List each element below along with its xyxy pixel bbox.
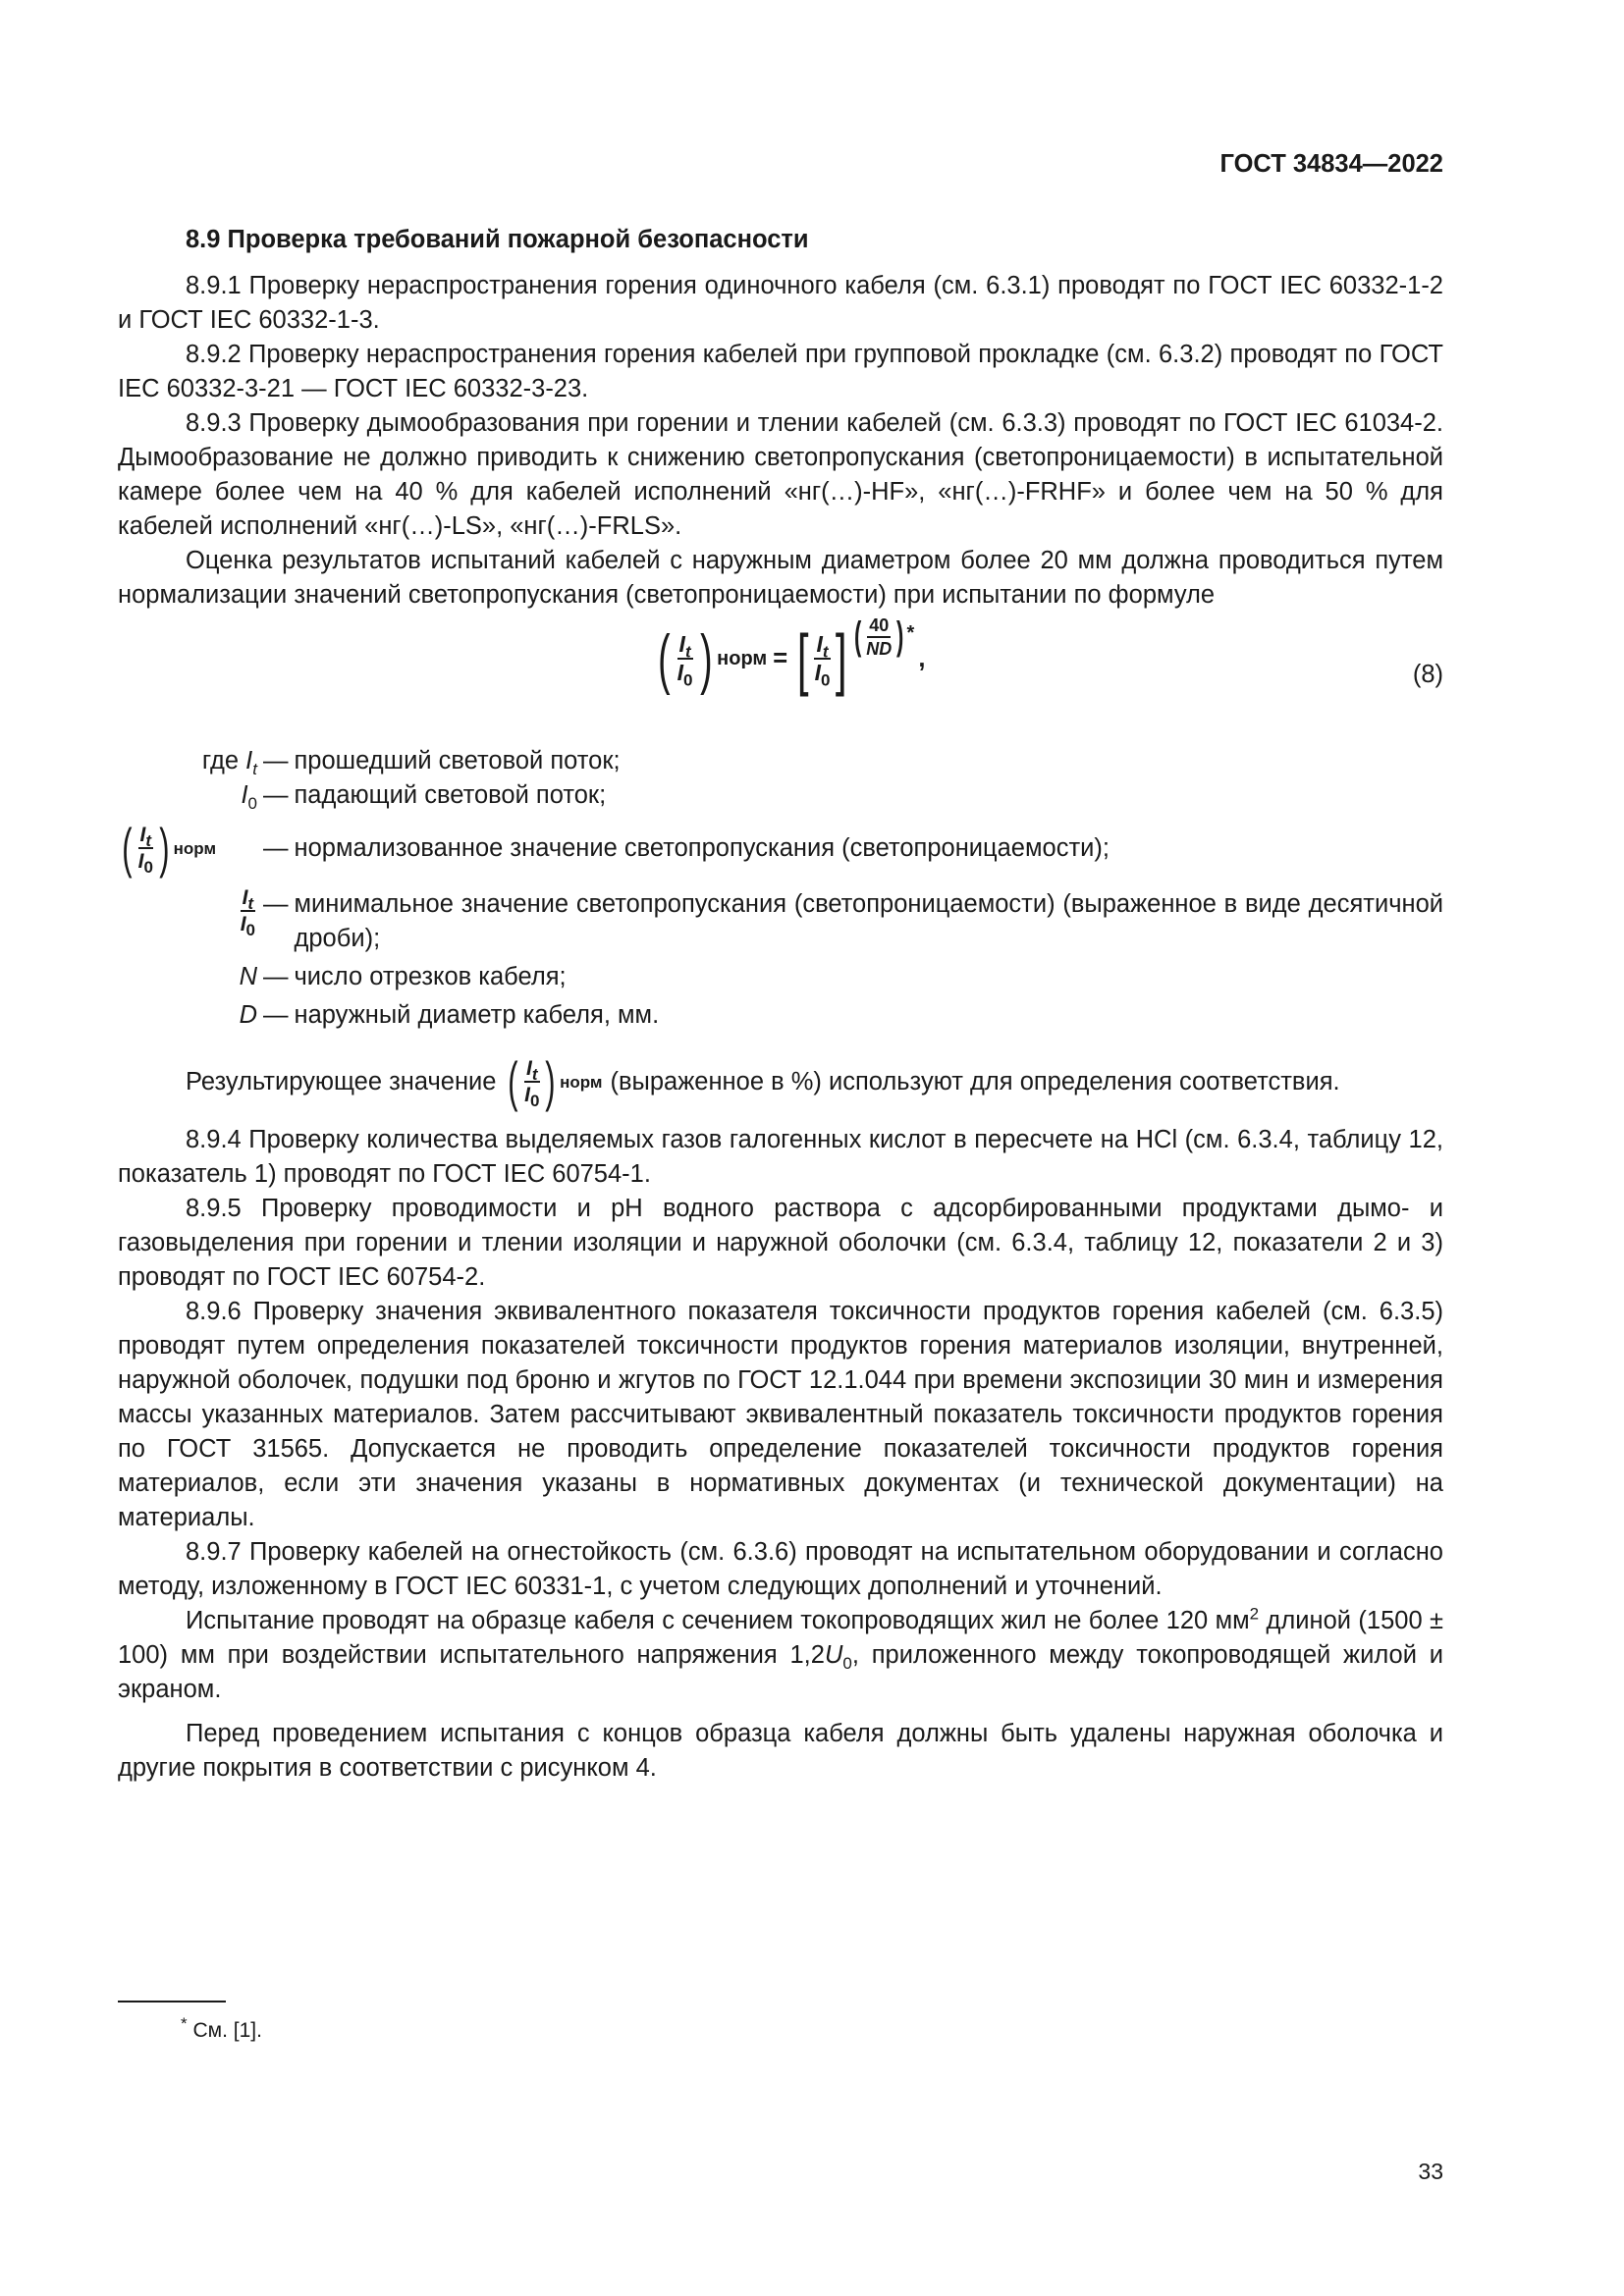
paragraph-8-9-7: 8.9.7 Проверку кабелей на огнестойкость (см. 6.3.6) проводят на испытательном оборудовании и согласно методу, изложенному в ГОСТ IEC 60331-1, с учетом следующих дополнений и уточнений. xyxy=(118,1538,1443,1600)
paragraph-8-9-6: 8.9.6 Проверку значения эквивалентного показателя токсичности продуктов горения кабелей (см. 6.3.5) проводят путем определения показателей токсичности продуктов горения материалов изоляции, внутренней, наружной оболочек, подушки под броню и жгутов по ГОСТ 12.1.044 при времени экспозиции 30 мин и измерения массы указанных материалов. Затем рассчитывают эквивалентный показатель токсичности продуктов горения по ГОСТ 31565. Допускается не проводить определение показателей токсичности продуктов горения материалов, если эти значения указаны в нормативных документах (и технической документации) на материалы. xyxy=(118,1298,1443,1531)
formula-expression: ( $\frac{I_t}{I_0}$ ) норм = [ $\frac{I_t}{I_0}$ ] ( $\frac{40}{ND}$ ) * , xyxy=(658,614,926,697)
paragraph-8-9-2: 8.9.2 Проверку нераспространения горения кабелей при групповой прокладке (см. 6.3.2) проводят по ГОСТ IEC 60332-3-21 — ГОСТ IEC 60332-3-23. xyxy=(118,341,1443,402)
fraction-it-i0-rhs: $\frac{I_t}{I_0}$ xyxy=(814,631,831,690)
exponent: ( $\frac{40}{ND}$ ) * xyxy=(853,614,915,659)
footnote-mark: * xyxy=(906,622,915,644)
definition-n: N — число отрезков кабеля; xyxy=(239,963,567,990)
paragraph-evaluation: Оценка результатов испытаний кабелей с наружным диаметром более 20 мм должна проводиться путем нормализации значений светопропускания (светопроницаемости) при испытании по формуле xyxy=(118,547,1443,609)
page-number: 33 xyxy=(1418,2159,1443,2184)
paragraph-sample-prep: Перед проведением испытания с концов образца кабеля должны быть удалены наружная оболочка и другие покрытия в соответствии с рисунком 4. xyxy=(118,1720,1443,1782)
formula-8 xyxy=(118,614,1443,732)
paragraph-8-9-4: 8.9.4 Проверку количества выделяемых газов галогенных кислот в пересчете на HCl (см. 6.3.4, таблицу 12, показатель 1) проводят по ГОСТ IEC 60754-1. xyxy=(118,1126,1443,1188)
definition-it: где $I_t$ — прошедший световой поток; xyxy=(201,747,621,779)
paragraph-test-conditions: Испытание проводят на образце кабеля с сечением токопроводящих жил не более 120 $мм^2$ длиной (1500 ± 100) мм при воздействии испытательного напряжения $1,2U_0$, приложенного между токопроводящей жилой и экраном. xyxy=(118,1604,1443,1703)
definition-fraction: $\frac{I_t}{I_0}$ — минимальное значение светопропускания (светопроницаемости) (выраженное в виде десятичной дроби); xyxy=(240,886,1443,952)
section-title: 8.9 Проверка требований пожарной безопасности xyxy=(186,226,809,253)
norm-subscript: норм xyxy=(717,647,768,669)
footnote: * См. [1]. xyxy=(181,2014,262,2042)
definition-d: D — наружный диаметр кабеля, мм. xyxy=(239,1001,660,1029)
definitions-list xyxy=(118,744,1443,1033)
definition-norm: ( $\frac{I_t}{I_0}$ ) норм — нормализованное значение светопропускания (светопроницаемости); xyxy=(122,817,1110,879)
fraction-it-i0: $\frac{I_t}{I_0}$ xyxy=(677,631,693,690)
page-content xyxy=(118,223,1443,1786)
document-number: ГОСТ 34834—2022 xyxy=(1219,150,1443,178)
paragraph-8-9-1: 8.9.1 Проверку нераспространения горения одиночного кабеля (см. 6.3.1) проводят по ГОСТ IEC 60332-1-2 и ГОСТ IEC 60332-1-3. xyxy=(118,272,1443,334)
definition-i0: $I_0$ — падающий световой поток; xyxy=(241,781,607,814)
paragraph-8-9-5: 8.9.5 Проверку проводимости и pH водного раствора с адсорбированными продуктами дымо- и газовыделения при горении и тлении изоляции и наружной оболочки (см. 6.3.4, таблицу 12, показатели 2 и 3) проводят по ГОСТ IEC 60754-2. xyxy=(118,1195,1443,1291)
footnote-divider xyxy=(118,2001,226,2002)
result-value-line: Результирующее значение ( $\frac{I_t}{I_0}$ ) норм (выраженное в %) используют для определения соответствия. xyxy=(186,1050,1340,1112)
paragraph-8-9-3: 8.9.3 Проверку дымообразования при горении и тлении кабелей (см. 6.3.3) проводят по ГОСТ IEC 61034-2. Дымообразование не должно приводить к снижению светопропускания (светопроницаемости) в испытательной камере более чем на 40 % для кабелей исполнений «нг(…)-HF», «нг(…)-FRHF» и более чем на 50 % для кабелей исполнений «нг(…)-LS», «нг(…)-FRLS». xyxy=(118,409,1443,540)
equation-number: (8) xyxy=(1412,661,1443,688)
